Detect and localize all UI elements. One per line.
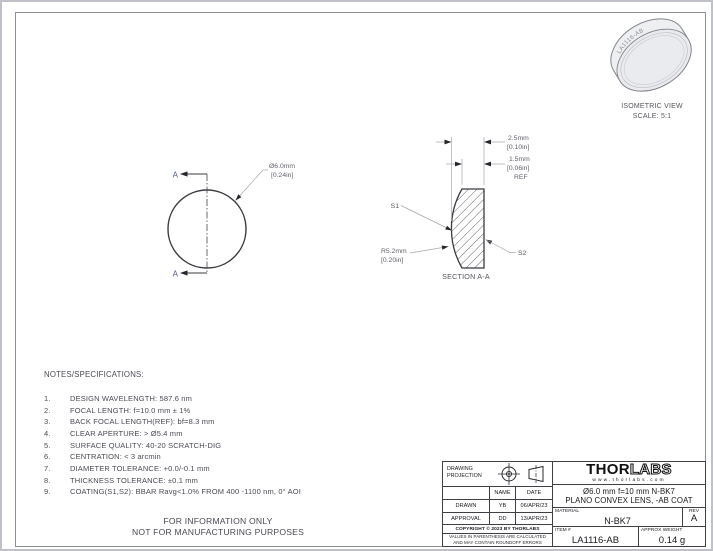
parenthesis-disclaimer [443, 533, 552, 546]
note-number: 4. [44, 428, 51, 438]
approval-row [443, 512, 552, 524]
ct-arrow-right [484, 140, 491, 145]
material-cell [553, 508, 682, 526]
approval-date: 13/APR/23 [515, 513, 552, 524]
notes-heading: NOTES/SPECIFICATIONS: [44, 370, 144, 379]
note-item [44, 463, 301, 475]
item-weight-row [553, 526, 705, 546]
projection-cone-icon [529, 465, 543, 483]
approx-weight-value: 0.14 g [658, 535, 686, 546]
approx-weight-cell [638, 527, 705, 546]
ct-dim-in: [0.10in] [507, 144, 530, 151]
note-number: 3. [44, 417, 51, 427]
note-number: 8. [44, 475, 51, 485]
title-block-left [443, 462, 553, 546]
note-number: 6. [44, 452, 51, 462]
radius-dim-mm: R5.2mm [381, 248, 407, 255]
drawing-projection-label: DRAWING PROJECTION [447, 466, 482, 479]
header-blank-cell [443, 487, 489, 499]
note-text: BACK FOCAL LENGTH(REF): bf=8.3 mm [70, 417, 215, 427]
item-number-cell [553, 527, 638, 546]
disclaimer-line1: VALUES IN PARENTHESIS ARE CALCULATED [449, 534, 546, 540]
thorlabs-logo [553, 462, 705, 484]
item-number-value: LA1116-AB [571, 535, 620, 546]
cut-label-bottom: A [172, 269, 178, 279]
radius-leader-arrow [442, 246, 449, 250]
material-label: MATERIAL [555, 509, 580, 514]
material-row [553, 507, 705, 526]
surface2-label: S2 [518, 250, 527, 257]
approx-weight-label: APPROX WEIGHT [641, 528, 683, 533]
s1-leader-line [401, 206, 452, 231]
note-item [44, 393, 301, 405]
copyright-notice: COPYRIGHT © 2023 BY THORLABS [443, 524, 552, 533]
note-item [44, 405, 301, 417]
note-number: 5. [44, 440, 51, 450]
material-value: N-BK7 [604, 516, 631, 526]
isometric-scale-label: SCALE: 5:1 [632, 113, 672, 120]
notes-list [44, 393, 301, 498]
section-title: SECTION A-A [442, 272, 490, 281]
et-dim-in: [0.06in] [507, 165, 530, 172]
footer-line2: NOT FOR MANUFACTURING PURPOSES [132, 526, 304, 537]
drawing-projection-cell [443, 462, 552, 486]
note-number: 7. [44, 463, 51, 473]
note-text: DESIGN WAVELENGTH: 587.6 nm [70, 394, 192, 403]
ct-arrow-left [445, 140, 452, 145]
projection-target-icon [498, 463, 520, 485]
date-header: DATE [515, 487, 552, 499]
drawn-row [443, 499, 552, 512]
information-only-statement [60, 516, 376, 537]
note-item [44, 486, 301, 498]
note-number: 2. [44, 405, 51, 415]
cut-arrow-top [180, 171, 188, 176]
signature-header-row [443, 486, 552, 499]
diameter-dim-mm: Ø6.0mm [269, 163, 296, 170]
item-number-label: ITEM # [555, 528, 571, 533]
note-text: CENTRATION: < 3 arcmin [70, 452, 161, 462]
radius-dim-in: [0.20in] [381, 257, 404, 264]
rev-value: A [690, 513, 698, 524]
note-item [44, 440, 301, 452]
isometric-view-label: ISOMETRIC VIEW [621, 103, 683, 110]
approval-label: APPROVAL [451, 515, 481, 522]
footer-line1: FOR INFORMATION ONLY [163, 516, 273, 526]
note-number: 9. [44, 487, 51, 497]
note-text: THICKNESS TOLERANCE: ±0.1 mm [70, 475, 199, 485]
drawn-name: YB [489, 500, 515, 512]
title-block-right [553, 462, 705, 546]
diameter-dim-in: [0.24in] [271, 172, 294, 179]
logo-thor-text: THOR [586, 461, 630, 479]
cut-arrow-bottom [180, 270, 188, 275]
drawn-label: DRAWN [455, 503, 477, 509]
ct-dim-mm: 2.5mm [508, 135, 529, 142]
note-text: CLEAR APERTURE: > Ø5.4 mm [70, 428, 183, 438]
et-arrow-left [455, 162, 462, 167]
notes-specifications [44, 370, 301, 498]
part-description-cell [553, 484, 705, 507]
thorlabs-url: www.thorlabs.com [592, 478, 666, 484]
et-dim-mm: 1.5mm [509, 156, 530, 163]
drawn-date: 06/APR/23 [515, 500, 552, 512]
note-item [44, 451, 301, 463]
lens-engraving-textpath: LA1116-AB [616, 27, 646, 56]
note-item [44, 428, 301, 440]
revision-cell [682, 508, 705, 526]
disclaimer-line2: AND MAY CONTAIN ROUNDOFF ERRORS [453, 540, 542, 545]
part-description-line1: Ø6.0 mm f=10 mm N-BK7 [582, 486, 675, 496]
note-text: COATING(S1,S2): BBAR Ravg<1.0% FROM 400 -1100 nm, 0° AOI [70, 487, 301, 497]
section-view [381, 135, 530, 281]
logo-labs-text: LABS [629, 461, 672, 479]
isometric-view [600, 6, 703, 120]
note-number: 1. [44, 394, 51, 403]
logo-wordmark [586, 463, 672, 477]
cut-label-top: A [172, 170, 178, 180]
note-item [44, 475, 301, 487]
part-description-line2: PLANO CONVEX LENS, -AB COAT [565, 496, 693, 506]
name-header: NAME [489, 487, 515, 499]
rev-label: REV [688, 509, 700, 514]
lens-cross-section [451, 189, 484, 268]
surface1-label: S1 [390, 203, 399, 210]
note-text: DIAMETER TOLERANCE: +0.0/-0.1 mm [70, 463, 210, 473]
note-item [44, 416, 301, 428]
note-text: FOCAL LENGTH: f=10.0 mm ± 1% [70, 405, 191, 415]
approval-name: DD [489, 513, 515, 524]
et-dim-ref: REF [514, 174, 528, 181]
title-block [442, 461, 706, 547]
front-view [168, 163, 295, 279]
note-text: SURFACE QUALITY: 40-20 SCRATCH-DIG [70, 440, 222, 450]
et-arrow-right [484, 162, 491, 167]
